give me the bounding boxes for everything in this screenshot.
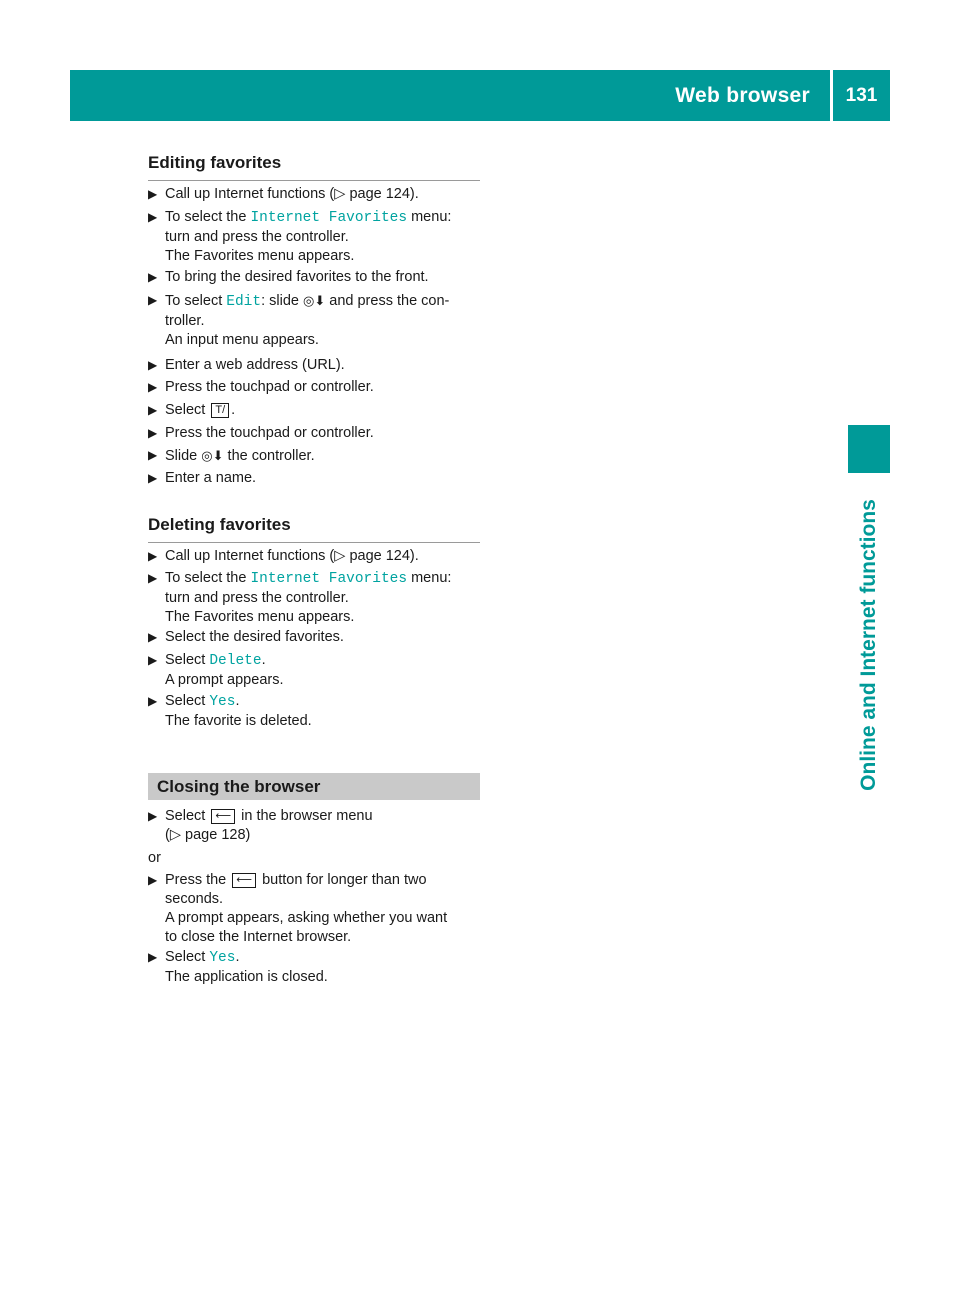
step-item: ▶ Enter a web address (URL). (148, 357, 345, 373)
triangle-right-icon: ▶ (148, 950, 158, 964)
page-ref-icon: ▷ (334, 548, 346, 564)
side-tab-marker (848, 425, 890, 473)
step-item: ▶ Select the desired favorites. (148, 629, 344, 645)
step-item: ▶ Press the touchpad or controller. (148, 379, 374, 395)
triangle-right-icon: ▶ (148, 293, 158, 307)
triangle-right-icon: ▶ (148, 571, 158, 585)
step-item: ▶ Slide ◎⬇ the controller. (148, 448, 315, 464)
step-item: ▶ To select Edit: slide ◎⬇ and press the con- troller. An input menu appears. (148, 293, 450, 348)
controller-dial-icon: ◎⬇ (201, 448, 224, 463)
menu-item-edit: Edit (226, 294, 262, 310)
section-title-deleting: Deleting favorites (148, 515, 480, 543)
side-tab (848, 480, 890, 810)
triangle-right-icon: ▶ (148, 448, 158, 462)
page-number: 131 (845, 84, 878, 106)
triangle-right-icon: ▶ (148, 187, 158, 201)
triangle-right-icon: ▶ (148, 694, 158, 708)
step-item: ▶ To select the Internet Favorites menu: turn and press the controller. The Favorites menu appears. (148, 570, 452, 625)
step-item: ▶ Press the ⟵ button for longer than two seconds. A prompt appears, asking whether you want to close the Internet browser. (148, 872, 448, 945)
step-item: ▶ To bring the desired favorites to the front. (148, 269, 429, 285)
step-item: ▶ Select Yes. The application is closed. (148, 949, 328, 985)
controller-dial-icon: ◎⬇ (302, 293, 326, 308)
side-tab-label: Online and Internet functions (857, 499, 880, 791)
menu-item-internet-favorites: Internet Favorites (250, 210, 408, 226)
triangle-right-icon: ▶ (148, 426, 158, 440)
triangle-right-icon: ▶ (148, 471, 158, 485)
step-item: ▶ Select Delete. A prompt appears. (148, 652, 284, 688)
menu-item-internet-favorites: Internet Favorites (250, 571, 408, 587)
step-item: ▶ Call up Internet functions (▷ page 124). (148, 548, 419, 564)
back-arrow-icon: ⟵ (232, 873, 256, 888)
or-separator: or (148, 850, 161, 866)
section-title-editing: Editing favorites (148, 153, 480, 181)
triangle-right-icon: ▶ (148, 653, 158, 667)
step-item: ▶ Call up Internet functions (▷ page 124). (148, 186, 419, 202)
step-item: ▶ To select the Internet Favorites menu: turn and press the controller. The Favorites menu appears. (148, 209, 452, 264)
back-arrow-icon: ⟵ (211, 809, 235, 824)
triangle-right-icon: ▶ (148, 358, 158, 372)
step-item: ▶ Select ⟵ in the browser menu (▷ page 128) (148, 808, 373, 843)
triangle-right-icon: ▶ (148, 380, 158, 394)
triangle-right-icon: ▶ (148, 873, 158, 887)
triangle-right-icon: ▶ (148, 809, 158, 823)
step-item: ▶ Select T/ . (148, 402, 236, 418)
step-item: ▶ Press the touchpad or controller. (148, 425, 374, 441)
triangle-right-icon: ▶ (148, 270, 158, 284)
menu-item-yes: Yes (209, 950, 236, 966)
page-ref-icon: ▷ (169, 827, 181, 843)
triangle-right-icon: ▶ (148, 210, 158, 224)
page-ref-icon: ▷ (334, 186, 346, 202)
pause-symbol-icon: T/ (211, 403, 229, 418)
triangle-right-icon: ▶ (148, 630, 158, 644)
menu-item-delete: Delete (209, 653, 262, 669)
triangle-right-icon: ▶ (148, 549, 158, 563)
triangle-right-icon: ▶ (148, 403, 158, 417)
header-title: Web browser (675, 83, 810, 107)
section-title-closing: Closing the browser (148, 773, 480, 800)
step-item: ▶ Select Yes. The favorite is deleted. (148, 693, 312, 729)
step-item: ▶ Enter a name. (148, 470, 257, 486)
menu-item-yes: Yes (209, 694, 236, 710)
